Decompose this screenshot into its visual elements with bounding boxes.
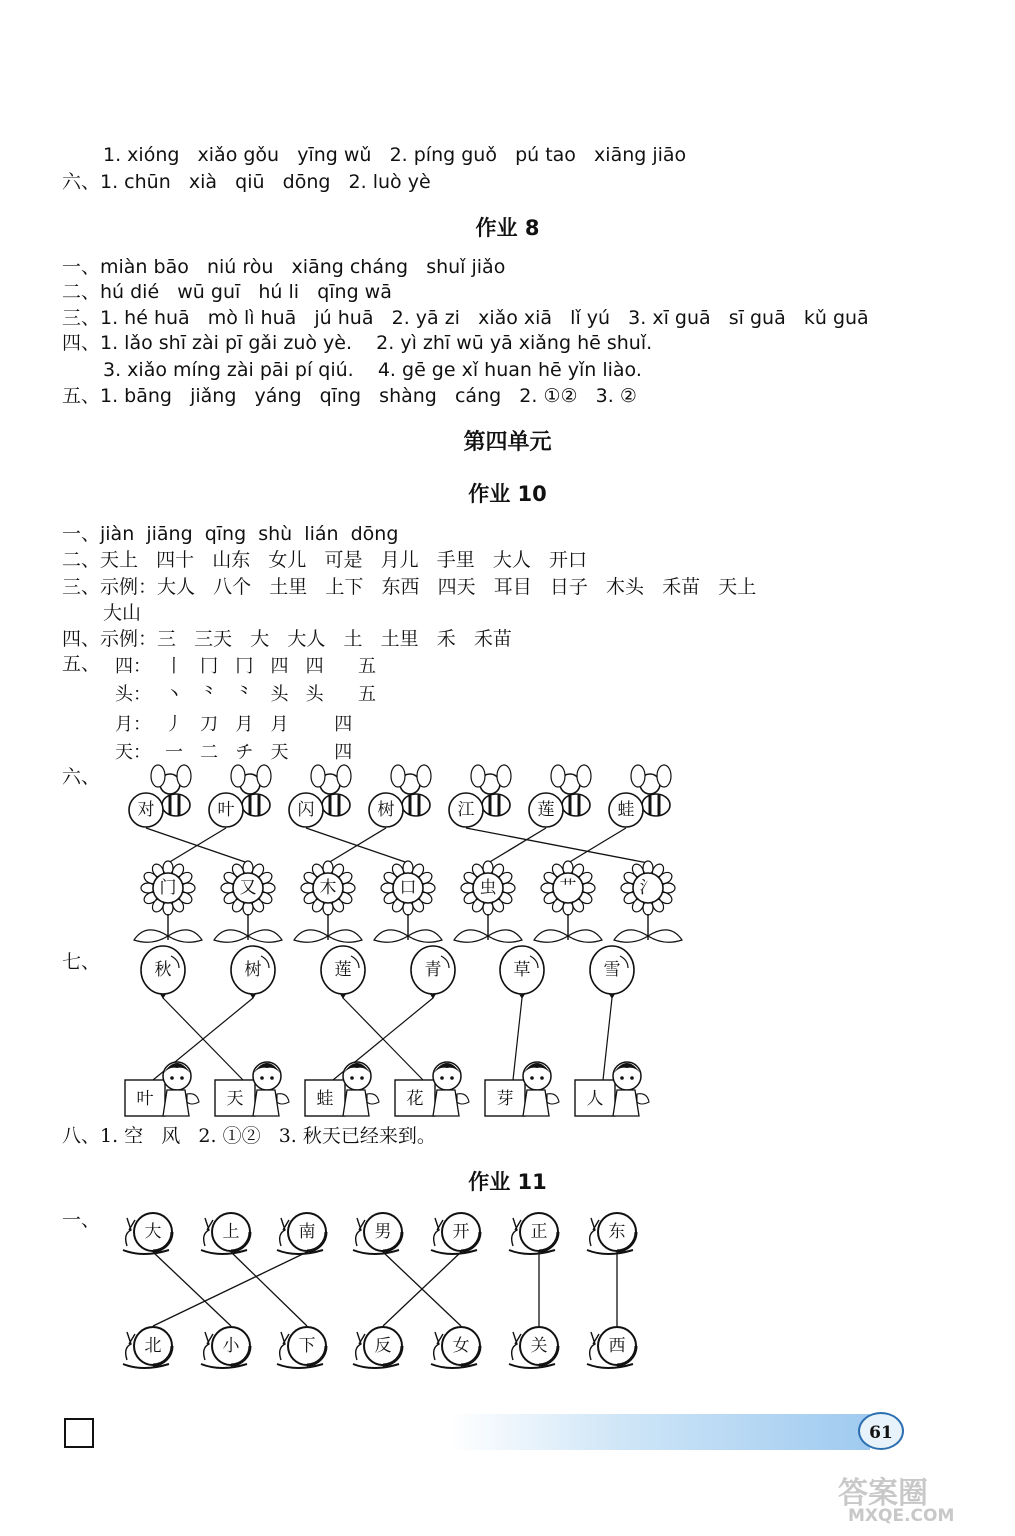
question-label: 五、 [62, 653, 101, 675]
answer-line: 一、jiàn jiāng qīng shù lián dōng [62, 523, 399, 545]
kid-body [253, 1090, 279, 1116]
kid-wing [367, 1094, 379, 1104]
stroke-char: 头： [115, 684, 151, 705]
flower-leaf [168, 930, 202, 942]
bee [609, 765, 671, 827]
snail-char: 大 [144, 1222, 162, 1242]
kid-card [485, 1062, 559, 1116]
flower [534, 861, 602, 942]
balloon [590, 946, 634, 999]
kid-eye [440, 1076, 444, 1080]
section-title: 作业 10 [468, 482, 547, 506]
bee-wing [337, 765, 351, 787]
bee-wing [177, 765, 191, 787]
flower [374, 861, 442, 942]
match-line [168, 828, 226, 863]
balloon-string [513, 998, 522, 1080]
answer-line: 五、1. bāng jiǎng yáng qīng shàng cáng 2. ①② 3. ② [62, 385, 637, 407]
balloon [500, 946, 544, 999]
card-char: 人 [586, 1089, 604, 1109]
kid-body [613, 1090, 639, 1116]
flower-leaf [454, 930, 488, 942]
stroke-sequence: 一 二 チ 天 四 [165, 742, 353, 763]
flower-leaf [214, 930, 248, 942]
bee-wing [417, 765, 431, 787]
snail-bottom [201, 1327, 250, 1368]
bee-wing [391, 765, 405, 787]
balloon [411, 946, 455, 999]
match-line [466, 828, 648, 863]
bee-body [242, 794, 270, 816]
snail-char: 小 [222, 1336, 240, 1356]
stroke-sequence: 丿 刀 月 月 四 [165, 714, 353, 735]
snail-bottom [123, 1327, 172, 1368]
flower-leaf [374, 930, 408, 942]
bee-row [129, 765, 671, 827]
bee-wing [631, 765, 645, 787]
bee-body [642, 794, 670, 816]
matching-lines [153, 1252, 617, 1326]
answer-line: 二、天上 四十 山东 女儿 可是 月儿 手里 大人 开口 [62, 549, 587, 571]
kid-body [343, 1090, 369, 1116]
question-label: 七、 [62, 951, 101, 973]
bee-char: 树 [377, 800, 395, 820]
stroke-char: 天： [115, 742, 151, 763]
balloon-knot [160, 994, 166, 999]
kid-card [305, 1062, 379, 1116]
balloon-knot [340, 994, 346, 999]
balloon-knot [250, 994, 256, 999]
unit-title: 第四单元 [463, 430, 552, 455]
flower-char: 艹 [559, 878, 577, 898]
bee-wing [471, 765, 485, 787]
bee [529, 765, 591, 827]
bee-char: 对 [137, 800, 155, 820]
page-number: 61 [858, 1412, 904, 1450]
watermark-url: MXQE.COM [848, 1506, 955, 1526]
answer-line: 大山 [103, 602, 142, 624]
flower-leaf [488, 930, 522, 942]
answer-line: 八、1. 空 风 2. ①② 3. 秋天已经来到。 [62, 1125, 436, 1147]
kid-eye [180, 1076, 184, 1080]
kid-eye [450, 1076, 454, 1080]
flower-leaf [248, 930, 282, 942]
bee-body [162, 794, 190, 816]
snail-bottom [431, 1327, 480, 1368]
bee-wing [151, 765, 165, 787]
snail-char: 南 [298, 1222, 316, 1242]
answer-line: 一、miàn bāo niú ròu xiāng cháng shuǐ jiǎo [62, 256, 506, 278]
kid-wing [547, 1094, 559, 1104]
question-label: 一、 [62, 1209, 101, 1231]
flower-leaf [614, 930, 648, 942]
flower [614, 861, 682, 942]
card-char: 蛙 [316, 1089, 334, 1109]
balloon-knot [430, 994, 436, 999]
question-label: 六、 [62, 766, 101, 788]
snail-top [201, 1213, 250, 1254]
balloon [231, 946, 275, 999]
matching-lines [146, 828, 648, 863]
flower [214, 861, 282, 942]
balloon-row [141, 946, 634, 999]
match-line [153, 1252, 307, 1326]
snail-char: 东 [608, 1222, 626, 1242]
bee [449, 765, 511, 827]
balloon-knot [609, 994, 615, 999]
bee-body [402, 794, 430, 816]
bee [129, 765, 191, 827]
flower-leaf [328, 930, 362, 942]
answer-line: 四、1. lǎo shī zài pī gǎi zuò yè. 2. yì zhī wū yā xiǎng hē shuǐ. [62, 332, 653, 354]
bee-char: 江 [457, 800, 475, 820]
kid-eye [360, 1076, 364, 1080]
kid-wing [457, 1094, 469, 1104]
bee-char: 蛙 [617, 800, 635, 820]
balloon-string [603, 998, 612, 1080]
bee-wing [577, 765, 591, 787]
section-title: 作业 11 [468, 1170, 547, 1194]
flower-leaf [294, 930, 328, 942]
stroke-sequence: 丨 冂 冂 四 四 五 [165, 656, 376, 677]
balloon [141, 946, 185, 999]
flower [294, 861, 362, 942]
answer-line: 二、hú dié wū guī hú li qīng wā [62, 281, 392, 303]
bee-body [322, 794, 350, 816]
snail-top [509, 1213, 558, 1254]
kid-card [575, 1062, 649, 1116]
flower-char: 口 [399, 878, 417, 898]
flower-leaf [568, 930, 602, 942]
opposite-top-row [123, 1213, 636, 1254]
bee-wing [257, 765, 271, 787]
snail-char: 上 [222, 1222, 240, 1242]
flower-row [134, 861, 682, 942]
flower [454, 861, 522, 942]
snail-bottom [509, 1327, 558, 1368]
flower-char: 虫 [479, 878, 497, 898]
match-line [231, 1252, 307, 1326]
kid-eye [170, 1076, 174, 1080]
balloon-char: 雪 [603, 960, 621, 980]
snail-top [587, 1213, 636, 1254]
kid-body [163, 1090, 189, 1116]
match-line [153, 1252, 231, 1326]
answer-line: 六、1. chūn xià qiū dōng 2. luò yè [62, 171, 431, 193]
checkbox-square [64, 1418, 94, 1448]
answer-line: 1. xióng xiǎo gǒu yīng wǔ 2. píng guǒ pú tao xiāng jiāo [103, 144, 687, 166]
flower-char: 又 [239, 878, 257, 898]
snail-bottom [353, 1327, 402, 1368]
kid-wing [187, 1094, 199, 1104]
bee-wing [231, 765, 245, 787]
answer-line: 3. xiǎo míng zài pāi pí qiú. 4. gē ge xǐ huan hē yǐn liào. [103, 359, 642, 381]
kid-body [523, 1090, 549, 1116]
stroke-sequence: 丶 ⺀ ⺀ 头 头 五 [165, 684, 376, 705]
kid-eye [260, 1076, 264, 1080]
kid-eye [530, 1076, 534, 1080]
flower-char: 门 [159, 878, 177, 898]
bee-wing [497, 765, 511, 787]
kid-wing [277, 1094, 289, 1104]
balloon-knot [519, 994, 525, 999]
kid-eye [350, 1076, 354, 1080]
stroke-char: 四： [115, 656, 151, 677]
kid-body [433, 1090, 459, 1116]
bee-char: 叶 [217, 800, 235, 820]
snail-top [277, 1213, 326, 1254]
bee-wing [657, 765, 671, 787]
snail-char: 开 [452, 1222, 470, 1242]
watermark: 答案圈 [838, 1476, 928, 1511]
footer-band [450, 1414, 870, 1450]
kid-eye [270, 1076, 274, 1080]
bee-wing [311, 765, 325, 787]
bee-body [562, 794, 590, 816]
balloon [321, 946, 365, 999]
bee [209, 765, 271, 827]
snail-bottom [277, 1327, 326, 1368]
kid-card [125, 1062, 199, 1116]
balloon-char: 树 [244, 960, 262, 980]
flower-leaf [534, 930, 568, 942]
kid-eye [540, 1076, 544, 1080]
snail-char: 北 [144, 1336, 162, 1356]
kid-eye [620, 1076, 624, 1080]
match-line [328, 828, 386, 863]
card-char: 叶 [136, 1089, 154, 1109]
flower-leaf [648, 930, 682, 942]
bee-char: 莲 [537, 800, 555, 820]
kid-card [395, 1062, 469, 1116]
balloon-char: 草 [513, 960, 531, 980]
answer-line: 三、1. hé huā mò lì huā jú huā 2. yā zi xiǎo xiā lǐ yú 3. xī guā sī guā kǔ guā [62, 307, 869, 329]
snail-char: 下 [298, 1336, 316, 1356]
snail-char: 关 [530, 1336, 548, 1356]
card-char: 花 [406, 1089, 424, 1109]
snail-char: 反 [374, 1336, 392, 1356]
kid-eye [630, 1076, 634, 1080]
bee [369, 765, 431, 827]
snail-char: 西 [608, 1336, 626, 1356]
flower-leaf [408, 930, 442, 942]
opposite-bottom-row [123, 1327, 636, 1368]
card-char: 芽 [496, 1089, 514, 1109]
bee-body [482, 794, 510, 816]
section-title: 作业 8 [475, 216, 540, 240]
bee-char: 闪 [297, 800, 315, 820]
kid-card-row [125, 1062, 649, 1116]
balloon-char: 莲 [334, 960, 352, 980]
flower-char: 木 [319, 878, 337, 898]
flower-char: 氵 [639, 878, 657, 898]
bee-wing [551, 765, 565, 787]
kid-wing [637, 1094, 649, 1104]
snail-char: 女 [452, 1336, 470, 1356]
answer-line: 四、示例：三 三天 大 大人 土 土里 禾 禾苗 [62, 628, 512, 650]
flower-leaf [134, 930, 168, 942]
balloon-char: 青 [424, 960, 442, 980]
bee [289, 765, 351, 827]
balloon-char: 秋 [154, 960, 172, 980]
card-char: 天 [226, 1089, 244, 1109]
snail-top [123, 1213, 172, 1254]
snail-char: 正 [530, 1222, 548, 1242]
snail-char: 男 [374, 1222, 392, 1242]
flower [134, 861, 202, 942]
stroke-char: 月： [115, 714, 151, 735]
snail-top [431, 1213, 480, 1254]
answer-line: 三、示例：大人 八个 土里 上下 东西 四天 耳目 日子 木头 禾苗 天上 [62, 576, 757, 598]
snail-top [353, 1213, 402, 1254]
kid-card [215, 1062, 289, 1116]
snail-bottom [587, 1327, 636, 1368]
